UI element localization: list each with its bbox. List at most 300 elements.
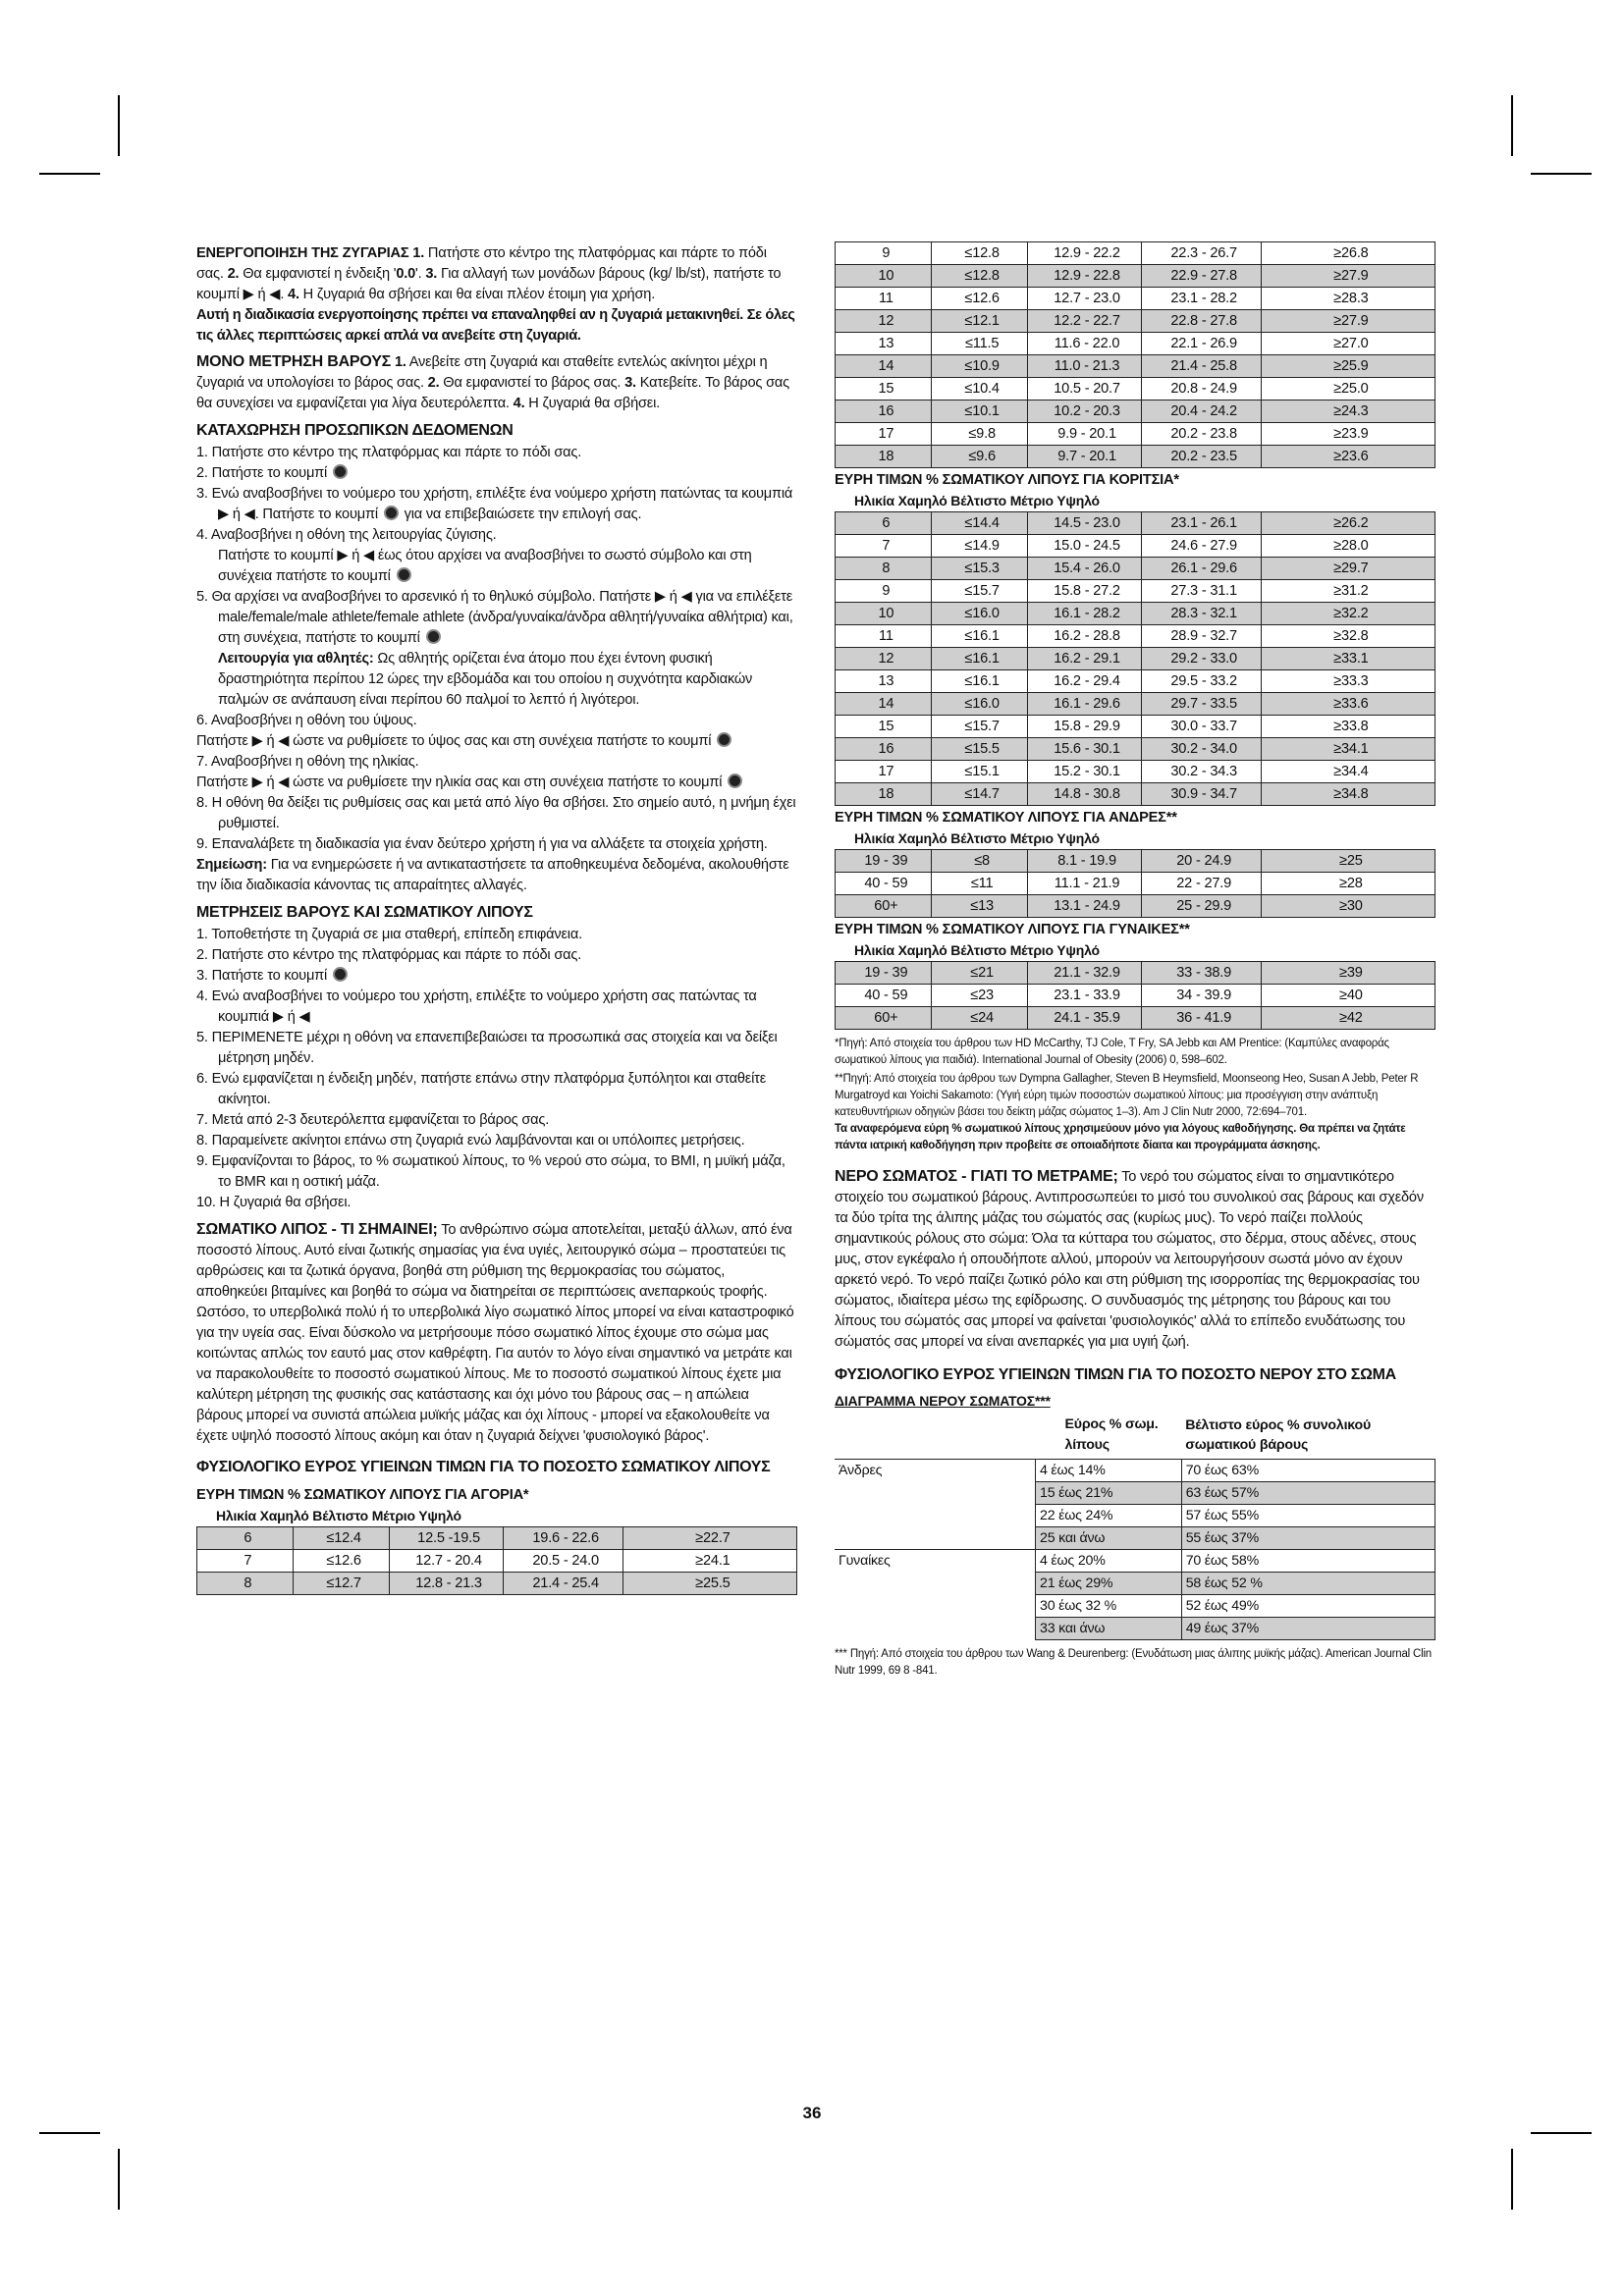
right-arrow-icon: ▶ — [218, 507, 230, 522]
step-text: 9. Επαναλάβετε τη διαδικασία για έναν δεύτερο χρήστη ή για να αλλάξετε τα στοιχεία χρήστη. — [196, 836, 768, 852]
table-cell: ≤14.7 — [931, 783, 1027, 806]
table-cell: ≤14.4 — [931, 512, 1027, 535]
table-cell — [835, 1412, 1036, 1460]
table-cell: 14.5 - 23.0 — [1027, 512, 1141, 535]
list-item — [196, 525, 797, 587]
set-button-icon — [728, 774, 742, 788]
table-cell: 22 - 27.9 — [1141, 873, 1261, 895]
table-row — [835, 1482, 1435, 1505]
step-text: ή — [266, 774, 275, 790]
step-text: 5. ΠΕΡΙΜΕΝΕΤΕ μέχρι η οθόνη να επανεπιβεβαιώσει τα προσωπικά σας στοιχεία και να δείξει μέτρηση μηδέν. — [196, 1030, 778, 1066]
table-cell: ≥26.2 — [1261, 512, 1435, 535]
table-cell: 12 — [836, 648, 932, 670]
table-cell: ≥31.2 — [1261, 580, 1435, 603]
table-row — [835, 1550, 1435, 1573]
table-cell: 28.3 - 32.1 — [1141, 603, 1261, 625]
table-cell: ≤14.9 — [931, 535, 1027, 558]
left-arrow-icon: ◀ — [298, 1009, 310, 1025]
activation-warning: Αυτή η διαδικασία ενεργοποίησης πρέπει να επαναληφθεί αν η ζυγαριά μετακινηθεί. Σε όλες τις άλλες περιπτώσεις αρκεί απλά να ανεβείτε στη ζυγαριά. — [196, 307, 795, 344]
table-cell: ≥33.3 — [1261, 670, 1435, 693]
step-text: 10. Η ζυγαριά θα σβήσει. — [196, 1195, 352, 1210]
table-row — [836, 446, 1435, 468]
table-row — [836, 1007, 1435, 1030]
table-cell: ≥24.3 — [1261, 400, 1435, 423]
step-text: 9. Εμφανίζονται το βάρος, το % σωματικού λίπους, το % νερού στο σώμα, το BMI, η μυϊκή μάζα, το BMR και η οστική μάζα. — [196, 1153, 785, 1190]
table-cell: 10 — [836, 265, 932, 288]
table-cell: ≤16.0 — [931, 603, 1027, 625]
table-cell: ≥32.8 — [1261, 625, 1435, 648]
table-row — [836, 580, 1435, 603]
table-row — [836, 265, 1435, 288]
left-arrow-icon: ◀ — [680, 589, 692, 605]
table-cell: 26.1 - 29.6 — [1141, 558, 1261, 580]
list-item — [196, 987, 797, 1028]
table-cell: 33 και άνω — [1036, 1618, 1182, 1640]
table-cell: ≥40 — [1261, 985, 1435, 1007]
table-cell: 16.1 - 29.6 — [1027, 693, 1141, 716]
water-table-body — [835, 1460, 1435, 1640]
step-text: 4. Αναβοσβήνει η οθόνη της λειτουργίας ζύγισης. — [196, 527, 497, 543]
table-cell: 22.1 - 26.9 — [1141, 333, 1261, 355]
crop-mark — [1531, 173, 1592, 175]
table-cell: 40 - 59 — [836, 873, 932, 895]
table-cell: ≤10.4 — [931, 378, 1027, 400]
step-text: ή — [352, 548, 360, 563]
table-cell: 9 — [836, 242, 932, 265]
set-button-icon — [384, 506, 399, 520]
step-number: 3. — [425, 266, 438, 282]
table-cell: 14.8 - 30.8 — [1027, 783, 1141, 806]
step-number: 2. — [427, 375, 440, 391]
right-column — [835, 241, 1435, 1680]
list-item — [196, 587, 797, 711]
table-cell: ≥24.1 — [623, 1550, 796, 1573]
table-column-header: Ηλικία Χαμηλό Βέλτιστο Μέτριο Υψηλό — [854, 493, 1100, 508]
table-cell: 15.8 - 29.9 — [1027, 716, 1141, 738]
table-cell: 30.2 - 34.3 — [1141, 761, 1261, 783]
table-row — [835, 1505, 1435, 1527]
step-number: 2. — [227, 266, 240, 282]
table-cell: ≤16.1 — [931, 670, 1027, 693]
step-text: ώστε να ρυθμίσετε την ηλικία σας και στη συνέχεια πατήστε το κουμπί — [293, 774, 723, 790]
note-heading: Σημείωση: — [196, 857, 267, 873]
table-row — [835, 1595, 1435, 1618]
table-cell: 13 — [836, 333, 932, 355]
table-cell: ≥29.7 — [1261, 558, 1435, 580]
section-heading: ΣΩΜΑΤΙΚΟ ΛΙΠΟΣ - ΤΙ ΣΗΜΑΙΝΕΙ; — [196, 1221, 438, 1238]
water-paragraph — [835, 1166, 1435, 1353]
table-row — [836, 355, 1435, 378]
table-cell: ≥33.6 — [1261, 693, 1435, 716]
table-cell: ≥27.9 — [1261, 310, 1435, 333]
right-arrow-icon: ▶ — [243, 287, 254, 302]
table-cell: ≤8 — [931, 850, 1027, 873]
table-cell: ≤23 — [931, 985, 1027, 1007]
table-cell: 22 έως 24% — [1036, 1505, 1182, 1527]
step-text: 1. Τοποθετήστε τη ζυγαριά σε μια σταθερή, επίπεδη επιφάνεια. — [196, 927, 582, 942]
table-cell: 23.1 - 28.2 — [1141, 288, 1261, 310]
table-cell: 70 έως 63% — [1181, 1460, 1435, 1482]
table-cell: 24.6 - 27.9 — [1141, 535, 1261, 558]
left-arrow-icon: ◀ — [278, 733, 290, 749]
table-row — [836, 738, 1435, 761]
step-text: ή — [669, 589, 677, 605]
set-button-icon — [426, 629, 441, 644]
set-button-icon — [397, 567, 411, 582]
table-cell: ≤12.4 — [293, 1527, 389, 1550]
table-cell: ≤21 — [931, 962, 1027, 985]
step-text: Θα εμφανιστεί το βάρος σας. — [443, 375, 622, 391]
table-cell: ≤16.1 — [931, 648, 1027, 670]
right-arrow-icon: ▶ — [654, 589, 666, 605]
table-row — [836, 625, 1435, 648]
activation-paragraph: ΕΝΕΡΓΟΠΟΙΗΣΗ ΤΗΣ ΖΥΓΑΡΙΑΣ 1. Πατήστε στο κέντρο της πλατφόρμας και πάρτε το πόδι σας. 2. Θα εμφανιστεί η ένδειξη '0.0'. 3. Για αλλαγή των μονάδων βάρους (kg/ lb/st), πατήστε το κουμπί ▶ ή ◀. 4. Η ζυγαριά θα σβήσει και θα είναι πλέον έτοιμη για χρήση. — [196, 245, 782, 302]
step-text: Πατήστε το κουμπί — [262, 507, 378, 522]
table-title: ΔΙΑΓΡΑΜΜΑ ΝΕΡΟΥ ΣΩΜΑΤΟΣ*** — [835, 1393, 1051, 1409]
table-row — [835, 1527, 1435, 1550]
list-item — [196, 1193, 797, 1213]
table-title: ΕΥΡΗ ΤΙΜΩΝ % ΣΩΜΑΤΙΚΟΥ ΛΙΠΟΥΣ ΓΙΑ ΑΝΔΡΕΣ** — [835, 810, 1177, 826]
table-cell: 11 — [836, 288, 932, 310]
table-cell: 15 — [836, 716, 932, 738]
note-text: Για να ενημερώσετε ή να αντικαταστήσετε τα αποθηκευμένα δεδομένα, ακολουθήστε την ίδια διαδικασία κάνοντας τις απαραίτητες αλλαγές. — [196, 857, 789, 893]
table-cell: 6 — [197, 1527, 294, 1550]
table-cell: 63 έως 57% — [1181, 1482, 1435, 1505]
table-row — [836, 783, 1435, 806]
step-text: 7. Αναβοσβήνει η οθόνη της ηλικίας. — [196, 754, 419, 770]
table-cell: ≥34.1 — [1261, 738, 1435, 761]
table-cell: ≤15.3 — [931, 558, 1027, 580]
table-cell — [835, 1505, 1036, 1527]
table-cell: ≥25.5 — [623, 1573, 796, 1595]
list-item — [196, 752, 797, 793]
boys-fat-table — [196, 1526, 797, 1595]
table-cell: 18 — [836, 446, 932, 468]
crop-mark — [118, 2149, 120, 2210]
table-cell: 29.5 - 33.2 — [1141, 670, 1261, 693]
step-text: Η ζυγαριά θα σβήσει. — [528, 396, 661, 411]
crop-mark — [1511, 2149, 1513, 2210]
right-arrow-icon: ▶ — [337, 548, 349, 563]
footnote: *** Πηγή: Από στοιχεία του άρθρου των Wang & Deurenberg: (Ενυδάτωση μιας άλιπης μυϊκής μάζας). American Journal Clin Nutr 1999, 69 8 -841. — [835, 1648, 1432, 1677]
table-cell: 14 — [836, 355, 932, 378]
table-cell: ≥27.0 — [1261, 333, 1435, 355]
table-row — [836, 242, 1435, 265]
water-table — [835, 1412, 1435, 1640]
table-cell: 14 — [836, 693, 932, 716]
table-cell — [835, 1618, 1036, 1640]
table-cell: ≤9.6 — [931, 446, 1027, 468]
table-row — [836, 850, 1435, 873]
table-row — [836, 558, 1435, 580]
step-number: 3. — [624, 375, 636, 391]
personal-data-steps — [196, 443, 797, 855]
table-title: ΕΥΡΗ ΤΙΜΩΝ % ΣΩΜΑΤΙΚΟΥ ΛΙΠΟΥΣ ΓΙΑ ΚΟΡΙΤΣΙΑ* — [835, 472, 1179, 488]
table-cell: 21.4 - 25.8 — [1141, 355, 1261, 378]
table-column-header: Ηλικία Χαμηλό Βέλτιστο Μέτριο Υψηλό — [854, 942, 1100, 958]
section-heading: ΝΕΡΟ ΣΩΜΑΤΟΣ - ΓΙΑΤΙ ΤΟ ΜΕΤΡΑΜΕ; — [835, 1168, 1118, 1185]
table-row — [835, 1618, 1435, 1640]
table-cell: 4 έως 14% — [1036, 1460, 1182, 1482]
step-text: Ανεβείτε στη ζυγαριά και σταθείτε εντελώς ακίνητοι μέχρι η ζυγαριά να υπολογίσει το βάρος σας. — [196, 354, 768, 391]
table-cell: ≥28.3 — [1261, 288, 1435, 310]
table-cell — [835, 1482, 1036, 1505]
left-arrow-icon: ◀ — [244, 507, 255, 522]
table-cell: 15.0 - 24.5 — [1027, 535, 1141, 558]
step-text: ή — [257, 287, 266, 302]
table-cell: 22.9 - 27.8 — [1141, 265, 1261, 288]
display-value: 0.0 — [396, 266, 416, 282]
table-cell: 34 - 39.9 — [1141, 985, 1261, 1007]
table-cell: 21 έως 29% — [1036, 1573, 1182, 1595]
table-row — [836, 761, 1435, 783]
table-cell: 57 έως 55% — [1181, 1505, 1435, 1527]
table-cell: ≤13 — [931, 895, 1027, 918]
step-text: Πατήστε στο κέντρο της πλατφόρμας και πάρτε το πόδι σας. — [196, 245, 767, 282]
table-cell: 16 — [836, 738, 932, 761]
table-cell: 16.1 - 28.2 — [1027, 603, 1141, 625]
step-text: για να επιλέξετε male/female/male athlete/female athlete (άνδρα/γυναίκα/άνδρα αθλητή/γυναίκα αθλήτρια) και, στη συνέχεια, πατήστε το κουμπί — [218, 589, 793, 646]
table-cell: ≤9.8 — [931, 423, 1027, 446]
list-item — [196, 1151, 797, 1193]
step-text: Θα εμφανιστεί η ένδειξη ' — [243, 266, 397, 282]
footnote: *Πηγή: Από στοιχεία του άρθρου των HD McCarthy, TJ Cole, T Fry, SA Jebb και AM Prentice: (Καμπύλες αναφοράς σωματικού λίπους για παιδιά). International Journal of Obesity (2006) 0, 598–602. — [835, 1038, 1389, 1066]
table-cell: Γυναίκες — [835, 1550, 1036, 1573]
footnote: **Πηγή: Από στοιχεία του άρθρου των Dympna Gallagher, Steven B Heymsfield, Moonseong Heo, Susan A Jebb, Peter R Murgatroyd και Yoichi Sakamoto: (Υγιή εύρη τιμών ποσοστών σωματικού λίπους: μια προσέγγιση στην ανάπτυξη κατευθυντήριων οδηγιών βάσει του δείκτη μάζας σώματος 1–3). Am J Clin Nutr 2000, 72:694–701. — [835, 1073, 1419, 1118]
list-item — [196, 1131, 797, 1151]
fat-measure-steps — [196, 925, 797, 1213]
table-cell: ≥32.2 — [1261, 603, 1435, 625]
list-item — [196, 793, 797, 834]
section-heading: ΜΟΝΟ ΜΕΤΡΗΣΗ ΒΑΡΟΥΣ — [196, 353, 392, 370]
table-cell: 11.6 - 22.0 — [1027, 333, 1141, 355]
list-item — [196, 925, 797, 945]
table-row — [836, 716, 1435, 738]
list-item — [196, 443, 797, 463]
table-cell: ≤15.7 — [931, 716, 1027, 738]
table-cell: ≥34.4 — [1261, 761, 1435, 783]
table-cell: ≥30 — [1261, 895, 1435, 918]
table-row — [836, 423, 1435, 446]
table-column-header: Ηλικία Χαμηλό Βέλτιστο Μέτριο Υψηλό — [854, 830, 1100, 846]
table-cell: ≤15.7 — [931, 580, 1027, 603]
right-arrow-icon: ▶ — [251, 733, 263, 749]
table-cell: 10 — [836, 603, 932, 625]
table-row — [836, 400, 1435, 423]
table-cell: 12.8 - 21.3 — [389, 1573, 503, 1595]
table-row — [836, 535, 1435, 558]
step-number: 1. — [412, 245, 425, 261]
table-cell: 15.6 - 30.1 — [1027, 738, 1141, 761]
table-cell: 30.9 - 34.7 — [1141, 783, 1261, 806]
step-text: 6. Αναβοσβήνει η οθόνη του ύψους. — [196, 713, 417, 728]
girls-fat-table — [835, 511, 1435, 806]
table-cell: ≤15.5 — [931, 738, 1027, 761]
list-item — [196, 1110, 797, 1131]
table-cell: 12.5 -19.5 — [389, 1527, 503, 1550]
table-cell: 21.4 - 25.4 — [503, 1573, 623, 1595]
athlete-note-heading: Λειτουργία για αθλητές: — [218, 651, 374, 667]
table-cell: 55 έως 37% — [1181, 1527, 1435, 1550]
right-arrow-icon: ▶ — [251, 774, 263, 790]
table-cell: 12.2 - 22.7 — [1027, 310, 1141, 333]
step-text: Η ζυγαριά θα σβήσει και θα είναι πλέον έτοιμη για χρήση. — [302, 287, 656, 302]
table-cell: 10.5 - 20.7 — [1027, 378, 1141, 400]
table-cell: Άνδρες — [835, 1460, 1036, 1482]
step-text: ή — [266, 733, 275, 749]
table-cell: 12 — [836, 310, 932, 333]
table-row — [836, 378, 1435, 400]
table-cell: ≤16.0 — [931, 693, 1027, 716]
table-cell: 12.7 - 20.4 — [389, 1550, 503, 1573]
table-cell: ≥23.6 — [1261, 446, 1435, 468]
table-row — [836, 648, 1435, 670]
table-row — [836, 288, 1435, 310]
table-row — [836, 873, 1435, 895]
table-cell: 23.1 - 33.9 — [1027, 985, 1141, 1007]
table-cell: 22.3 - 26.7 — [1141, 242, 1261, 265]
athlete-note-text: Ως αθλητής ορίζεται ένα άτομο που έχει έντονη φυσική δραστηριότητα περίπου 12 ώρες την εβδομάδα και του οποίου η συχνότητα καρδιακών παλμών σε ανάπαυση είναι περίπου 60 παλμοί το λεπτό ή λιγότεροι. — [218, 651, 753, 708]
step-text: έως ότου αρχίσει να αναβοσβήνει το σωστό σύμβολο και στη συνέχεια πατήστε το κουμπί — [218, 548, 752, 584]
table-cell: 15 — [836, 378, 932, 400]
table-cell: 21.1 - 32.9 — [1027, 962, 1141, 985]
table-cell: 30.2 - 34.0 — [1141, 738, 1261, 761]
table-cell: 8.1 - 19.9 — [1027, 850, 1141, 873]
table-cell: 20.5 - 24.0 — [503, 1550, 623, 1573]
table-cell: 8 — [836, 558, 932, 580]
table-cell: 15.2 - 30.1 — [1027, 761, 1141, 783]
table-cell: ≥25.9 — [1261, 355, 1435, 378]
boys-fat-table-continued — [835, 241, 1435, 468]
table-row — [836, 603, 1435, 625]
section-heading: ΦΥΣΙΟΛΟΓΙΚΟ ΕΥΡΟΣ ΥΓΙΕΙΝΩΝ ΤΙΜΩΝ ΓΙΑ ΤΟ ΠΟΣΟΣΤΟ ΣΩΜΑΤΙΚΟΥ ΛΙΠΟΥΣ — [196, 1459, 771, 1475]
table-row — [836, 895, 1435, 918]
table-cell: 16.2 - 29.4 — [1027, 670, 1141, 693]
table-cell — [835, 1573, 1036, 1595]
table-row — [836, 670, 1435, 693]
table-cell: ≥25 — [1261, 850, 1435, 873]
table-cell: ≤12.8 — [931, 265, 1027, 288]
table-cell: 20 - 24.9 — [1141, 850, 1261, 873]
table-cell: 8 — [197, 1573, 294, 1595]
page-number: 36 — [802, 2104, 822, 2122]
table-cell: 29.2 - 33.0 — [1141, 648, 1261, 670]
table-title: ΕΥΡΗ ΤΙΜΩΝ % ΣΩΜΑΤΙΚΟΥ ΛΙΠΟΥΣ ΓΙΑ ΓΥΝΑΙΚΕΣ** — [835, 922, 1190, 937]
table-cell: 9.9 - 20.1 — [1027, 423, 1141, 446]
paragraph-text: Το νερό του σώματος είναι το σημαντικότερο στοιχείο του σωματικού βάρους. Αντιπροσωπεύει το μισό του συνολικού σας βάρους και σχεδόν τα δύο τρίτα της άλιπης μάζας του σώματός σας (κυρίως μυς). Το νερό παίζει πολλούς σημαντικούς ρόλους στο σώμα: Όλα τα κύτταρα του σώματος, στο δέρμα, στους αδένες, στους μυς, στον εγκέφαλο ή οπουδήποτε αλλού, μπορούν να λειτουργήσουν σωστά μόνο αν έχουν αρκετό νερό. Το νερό παίζει ζωτικό ρόλο και στη ρύθμιση της ισορροπίας της θερμοκρασίας του σώματος, ιδιαίτερα μέσω της εφίδρωσης. Ο συνδυασμός της μέτρησης του βάρους και του λίπους του σώματός σας μπορεί να φαίνεται 'φυσιολογικός' αλλά το επίπεδο ενυδάτωσης του σώματός σας μπορεί να είναι ανεπαρκές για μια υγιή ζωή. — [835, 1169, 1424, 1350]
step-text: Πατήστε το κουμπί — [218, 548, 334, 563]
table-cell: ≥42 — [1261, 1007, 1435, 1030]
table-row — [835, 1573, 1435, 1595]
note-paragraph — [196, 855, 797, 896]
set-button-icon — [333, 464, 348, 479]
table-cell: ≥33.8 — [1261, 716, 1435, 738]
table-row — [836, 693, 1435, 716]
table-cell: ≤10.1 — [931, 400, 1027, 423]
table-row — [836, 333, 1435, 355]
table-cell: 16.2 - 29.1 — [1027, 648, 1141, 670]
table-cell: ≤24 — [931, 1007, 1027, 1030]
table-cell: 9.7 - 20.1 — [1027, 446, 1141, 468]
table-cell: 70 έως 58% — [1181, 1550, 1435, 1573]
step-text: Πατήστε — [196, 774, 248, 790]
table-cell: ≥39 — [1261, 962, 1435, 985]
table-cell: 22.8 - 27.8 — [1141, 310, 1261, 333]
table-row — [835, 1460, 1435, 1482]
table-cell: 13 — [836, 670, 932, 693]
step-text: για να επιβεβαιώσετε την επιλογή σας. — [404, 507, 642, 522]
list-item — [196, 945, 797, 966]
table-title: ΕΥΡΗ ΤΙΜΩΝ % ΣΩΜΑΤΙΚΟΥ ΛΙΠΟΥΣ ΓΙΑ ΑΓΟΡΙΑ* — [196, 1487, 529, 1503]
table-cell: ≤12.7 — [293, 1573, 389, 1595]
list-item — [196, 966, 797, 987]
table-cell: 25 - 29.9 — [1141, 895, 1261, 918]
table-cell: ≥22.7 — [623, 1527, 796, 1550]
section-heading: ΚΑΤΑΧΩΡΗΣΗ ΠΡΟΣΩΠΙΚΩΝ ΔΕΔΟΜΕΝΩΝ — [196, 422, 514, 439]
table-cell: 7 — [197, 1550, 294, 1573]
list-item — [196, 1069, 797, 1110]
step-number: 4. — [513, 396, 525, 411]
table-cell: 58 έως 52 % — [1181, 1573, 1435, 1595]
women-fat-table — [835, 961, 1435, 1030]
table-cell: ≤11 — [931, 873, 1027, 895]
step-text: ώστε να ρυθμίσετε το ύψος σας και στη συνέχεια πατήστε το κουμπί — [293, 733, 712, 749]
step-text: 5. Θα αρχίσει να αναβοσβήνει το αρσενικό ή το θηλυκό σύμβολο. Πατήστε — [196, 589, 652, 605]
right-arrow-icon: ▶ — [272, 1009, 284, 1025]
table-cell: 20.8 - 24.9 — [1141, 378, 1261, 400]
left-column — [196, 243, 797, 1595]
step-text: 2. Πατήστε το κουμπί — [196, 465, 328, 481]
table-cell: ≥26.8 — [1261, 242, 1435, 265]
table-cell: 12.9 - 22.8 — [1027, 265, 1141, 288]
step-text: 2. Πατήστε στο κέντρο της πλατφόρμας και πάρτε το πόδι σας. — [196, 947, 582, 963]
section-heading: ΜΕΤΡΗΣΕΙΣ ΒΑΡΟΥΣ ΚΑΙ ΣΩΜΑΤΙΚΟΥ ΛΙΠΟΥΣ — [196, 904, 533, 921]
list-item — [196, 1028, 797, 1069]
table-row — [836, 512, 1435, 535]
table-cell: 15.4 - 26.0 — [1027, 558, 1141, 580]
table-cell: 11.0 - 21.3 — [1027, 355, 1141, 378]
table-cell — [835, 1595, 1036, 1618]
list-item — [196, 463, 797, 484]
section-heading: ΕΝΕΡΓΟΠΟΙΗΣΗ ΤΗΣ ΖΥΓΑΡΙΑΣ — [196, 245, 409, 261]
table-cell: 10.2 - 20.3 — [1027, 400, 1141, 423]
step-number: 4. — [288, 287, 299, 302]
table-cell: 30.0 - 33.7 — [1141, 716, 1261, 738]
table-cell: 18 — [836, 783, 932, 806]
set-button-icon — [717, 732, 731, 747]
step-text: Για αλλαγή των μονάδων βάρους (kg/ lb/st), πατήστε το κουμπί — [196, 266, 782, 302]
body-fat-paragraph — [196, 1219, 797, 1447]
step-text: 1. Πατήστε στο κέντρο της πλατφόρμας και πάρτε το πόδι σας. — [196, 445, 582, 460]
table-cell: ≤11.5 — [931, 333, 1027, 355]
table-cell: ≥28 — [1261, 873, 1435, 895]
water-col-header: Βέλτιστο εύρος % συνολικού σωματικού βάρους — [1185, 1417, 1372, 1453]
step-text: '. — [415, 266, 422, 282]
list-item — [196, 834, 797, 855]
table-cell: 60+ — [836, 895, 932, 918]
table-column-header: Ηλικία Χαμηλό Βέλτιστο Μέτριο Υψηλό — [216, 1508, 461, 1523]
table-cell: ≥23.9 — [1261, 423, 1435, 446]
list-item: 3. Ενώ αναβοσβήνει το νούμερο του χρήστη, επιλέξτε ένα νούμερο χρήστη πατώντας τα κουμπιά ▶ ή ◀. Πατήστε το κουμπί για να επιβεβαιώσετε την επιλογή σας. — [196, 486, 793, 522]
step-text: 3. Ενώ αναβοσβήνει το νούμερο του χρήστη, επιλέξτε ένα νούμερο χρήστη πατώντας τα κουμπιά — [196, 486, 793, 502]
left-arrow-icon: ◀ — [363, 548, 375, 563]
table-cell: ≤15.1 — [931, 761, 1027, 783]
step-text: ή — [232, 507, 241, 522]
step-text: Πατήστε — [196, 733, 248, 749]
step-text: 8. Η οθόνη θα δείξει τις ρυθμίσεις σας και μετά από λίγο θα σβήσει. Στο σημείο αυτό, η μνήμη έχει ρυθμιστεί. — [196, 795, 796, 831]
crop-mark — [1531, 2132, 1592, 2134]
list-item — [196, 711, 797, 752]
